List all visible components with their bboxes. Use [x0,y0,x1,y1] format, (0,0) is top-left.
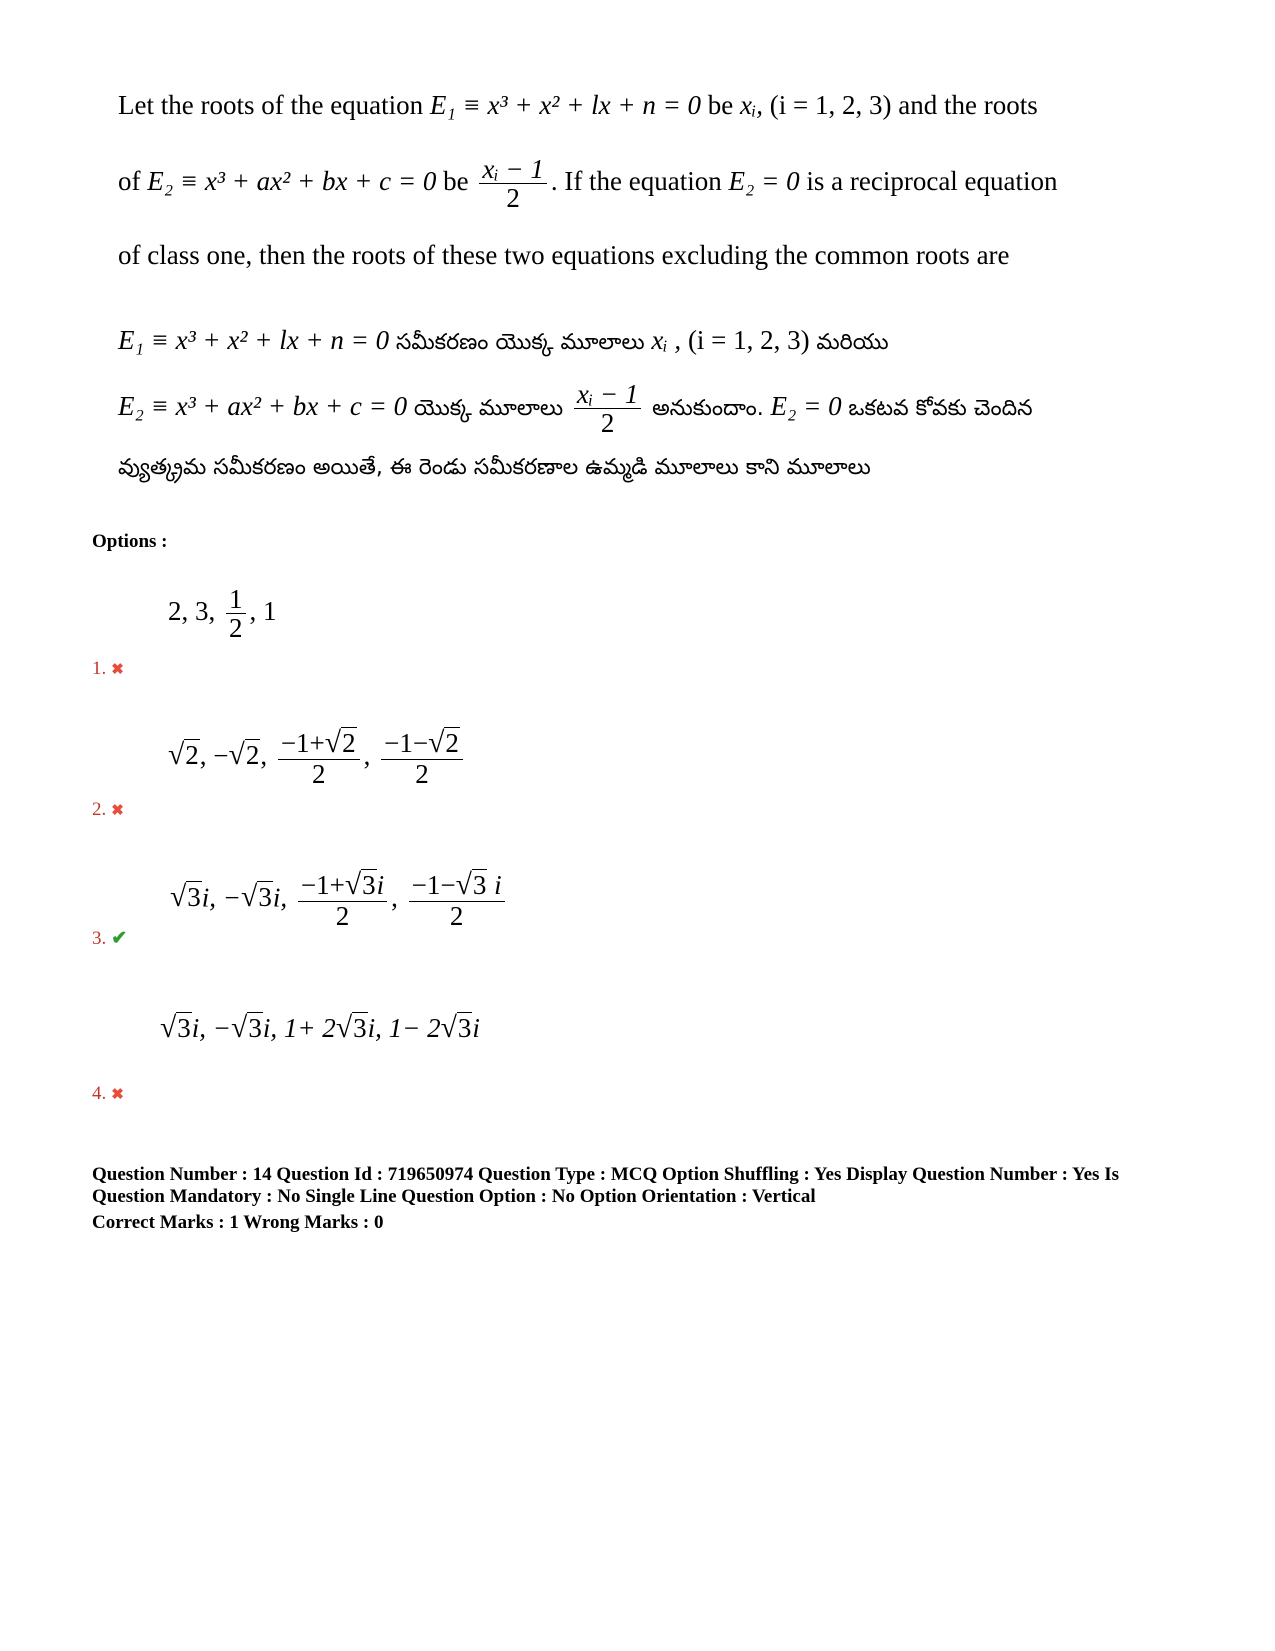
fraction-denominator: 2 [600,408,615,439]
radicand: 2 [185,740,199,771]
fraction [381,728,463,789]
text: of [118,166,141,197]
text: . If the equation [550,166,722,197]
radical: √2 [168,739,199,772]
fraction-denominator: 2 [335,901,350,932]
fraction-denominator: 2 [506,183,520,214]
telugu-text: యొక్క మూలాలు [413,396,564,422]
radical: √2 [228,739,260,772]
wrong-icon: ✖ [111,662,124,678]
fraction-numerator [298,870,387,902]
text: −1− [411,870,456,900]
text: −1− [384,728,429,758]
text: −1+ [300,870,345,900]
option-2-marker [92,799,124,821]
question-meta [92,1164,1152,1234]
fraction-numerator: xᵢ − 1 [574,380,641,409]
fraction-denominator: 2 [415,759,429,790]
option-number: 2. [92,799,107,820]
radical: √3 [160,1012,191,1044]
telugu-text: అనుకుందాం. [652,396,764,422]
radical: √3 [170,881,201,914]
radicand: 3 [177,1013,191,1043]
radicand: 3 [248,1013,262,1043]
index-range: (i = 1, 2, 3) [769,90,892,120]
marks-line: Correct Marks : 1 Wrong Marks : 0 [92,1212,384,1233]
meta-line: Question Number : 14 Question Id : 719650974 Question Type : MCQ Option Shuffling : Yes Display Question Number : Yes Is [92,1164,1119,1185]
fraction-numerator [409,870,505,902]
text: i, 1+ 2 [262,1013,336,1043]
equation-e2: E₂ ≡ x³ + ax² + bx + c = 0 [118,391,408,422]
option-4-marker [92,1083,124,1105]
radical: √3 [455,869,487,901]
text: is a reciprocal equation [806,166,1058,197]
question-english-line1 [118,90,1038,121]
text: i [494,870,502,900]
radicand: 2 [245,740,260,771]
correct-icon: ✔ [111,928,128,949]
text: , − [199,740,229,771]
option-1-content[interactable] [168,585,277,643]
question-telugu-line3: వ్యుత్క్రమ సమీకరణం అయితే, ఈ రెండు సమీకరణాల ఉమ్మడి మూలాలు కాని మూలాలు [118,455,871,480]
wrong-icon: ✖ [111,803,124,819]
text: i [472,1013,480,1043]
fraction [226,585,246,643]
radical: √3 [231,1012,262,1044]
option-3-content[interactable] [170,870,509,931]
index-range: (i = 1, 2, 3) [687,325,810,355]
text: i, − [191,1013,232,1043]
fraction-denominator: 2 [229,613,243,644]
option-number: 1. [92,658,107,679]
radicand: 3 [258,882,272,913]
equation-e2: E₂ ≡ x³ + ax² + bx + c = 0 [147,166,437,197]
fraction-numerator [381,728,463,760]
wrong-icon: ✖ [111,1087,124,1103]
radical: √3 [344,869,376,901]
radical: √3 [335,1012,367,1044]
text: , [363,740,371,771]
question-english-line2 [118,155,1058,213]
fraction [574,380,641,438]
root-symbol: xᵢ , [651,325,682,355]
option-4-content[interactable] [160,1012,480,1045]
radicand: 3 [457,1013,472,1043]
telugu-text: మరియు [816,330,889,355]
fraction-numerator: 1 [226,585,246,614]
option-number: 4. [92,1083,107,1104]
equation-e2-zero: E₂ = 0 [728,166,800,197]
text: Let the roots of the equation [118,90,424,120]
text: 2, 3, [168,596,216,627]
fraction [298,870,387,931]
root-symbol: xᵢ, [740,90,764,120]
telugu-text: ఒకటవ కోవకు చెందిన [848,396,1033,422]
option-1-marker [92,658,124,680]
text: , [391,882,398,913]
radicand: 2 [342,728,356,758]
fraction-denominator: 2 [449,901,464,932]
radicand: 2 [445,728,459,758]
text: −1+ [280,728,325,758]
options-label: Options : [92,531,168,552]
option-number: 3. [92,928,107,949]
radicand: 3 [472,870,487,900]
text: i, 1− 2 [367,1013,441,1043]
equation-e2-zero: E₂ = 0 [770,391,842,422]
equation-e1: E₁ ≡ x³ + x² + lx + n = 0 [118,325,390,355]
option-3-marker [92,927,127,950]
meta-line: Question Mandatory : No Single Line Question Option : No Option Orientation : Vertical [92,1186,816,1207]
fraction-numerator: xᵢ − 1 [479,155,546,184]
question-english-line3: of class one, then the roots of these two equations excluding the common roots are [118,240,1010,270]
text: be [443,166,469,197]
text: i, − [201,882,242,913]
radicand: 3 [353,1013,367,1043]
fraction-numerator [278,728,360,760]
text: , [260,740,268,771]
fraction [409,870,505,931]
text: be [707,90,734,120]
fraction [479,155,546,213]
radical: √2 [428,727,459,759]
text: i [376,870,385,900]
text: and the roots [898,90,1038,120]
fraction [278,728,360,789]
radical: √3 [440,1012,472,1044]
option-2-content[interactable] [168,728,467,789]
radicand: 3 [187,882,201,913]
fraction-denominator: 2 [311,759,326,790]
question-telugu-line1 [118,325,889,360]
radical: √2 [324,727,356,759]
radicand: 3 [362,870,376,900]
telugu-text: సమీకరణం యొక్క మూలాలు [395,330,645,355]
radical: √3 [241,881,272,914]
question-telugu-line2 [118,380,1033,438]
equation-e1: E₁ ≡ x³ + x² + lx + n = 0 [429,90,702,120]
text: i, [272,882,288,913]
text: , 1 [249,596,277,627]
